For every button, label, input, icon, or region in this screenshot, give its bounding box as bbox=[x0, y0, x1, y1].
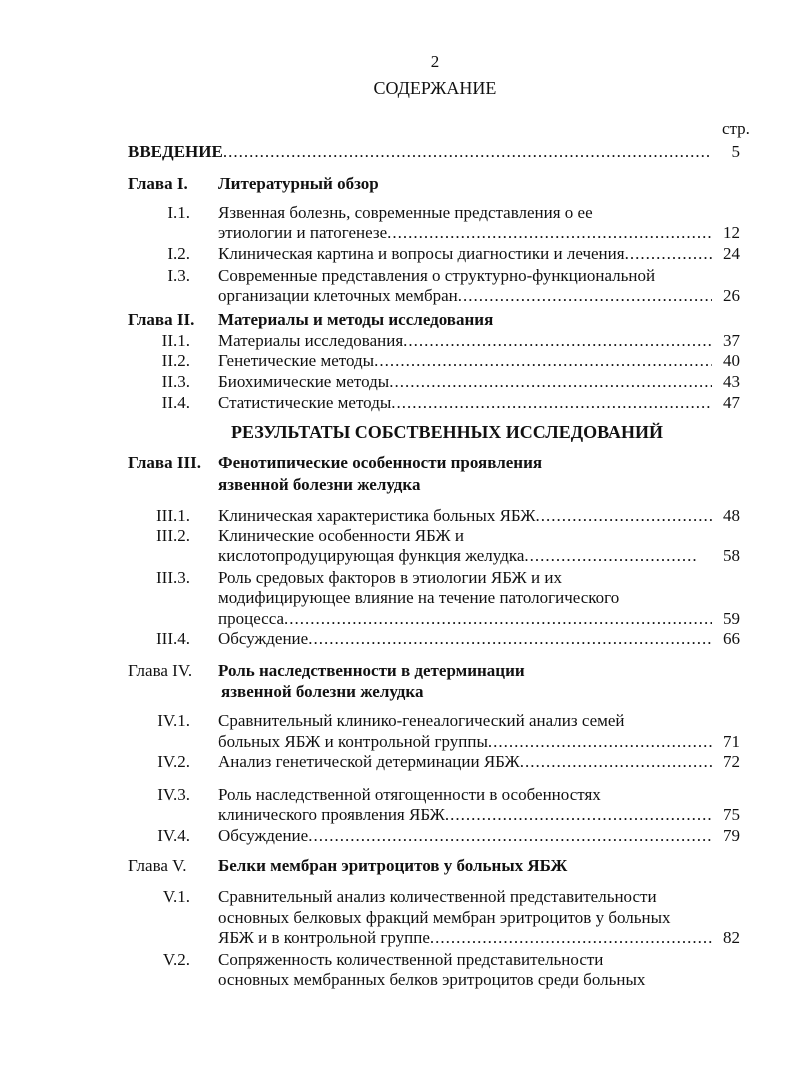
chapter-title: язвенной болезни желудка bbox=[221, 682, 424, 701]
section-number: V.2. bbox=[162, 950, 190, 969]
section-title: основных белковых фракций мембран эритроцитов у больных bbox=[218, 908, 671, 927]
section-title: основных мембранных белков эритроцитов среди больных bbox=[218, 970, 646, 989]
section-number: II.2. bbox=[161, 351, 190, 370]
section-page: 48 bbox=[723, 506, 740, 525]
section-title: Статистические методы ..... bbox=[218, 393, 712, 413]
section-page: 43 bbox=[723, 372, 740, 391]
chapter-number: Глава II. bbox=[128, 310, 195, 329]
section-page: 82 bbox=[723, 928, 740, 947]
section-title: Клиническая характеристика больных ЯБЖ ..... bbox=[218, 506, 712, 526]
toc-entry-intro bbox=[128, 142, 712, 162]
section-number: IV.1. bbox=[157, 711, 190, 730]
chapter-title: язвенной болезни желудка bbox=[218, 475, 421, 494]
section-title: модифицирующее влияние на течение патологического bbox=[218, 588, 620, 607]
section-page: 47 bbox=[723, 393, 740, 412]
section-page: 12 bbox=[723, 223, 740, 242]
section-page: 66 bbox=[723, 629, 740, 648]
section-title: Генетические методы ..... bbox=[218, 351, 712, 371]
section-page: 75 bbox=[723, 805, 740, 824]
section-title: Биохимические методы ..... bbox=[218, 372, 712, 392]
section-page: 72 bbox=[723, 752, 740, 771]
section-number: IV.4. bbox=[157, 826, 190, 845]
section-page: 26 bbox=[723, 286, 740, 305]
section-title: клинического проявления ЯБЖ ..... bbox=[218, 805, 712, 825]
chapter-title: Роль наследственности в детерминации bbox=[218, 661, 525, 680]
section-title: Анализ генетической детерминации ЯБЖ ..... bbox=[218, 752, 712, 772]
entry-page: 5 bbox=[731, 142, 740, 161]
page-column-label: стр. bbox=[722, 119, 750, 138]
chapter-number: Глава III. bbox=[128, 453, 201, 472]
chapter-number: Глава V. bbox=[128, 856, 187, 875]
dot-leader bbox=[223, 142, 712, 162]
section-title: больных ЯБЖ и контрольной группы ..... bbox=[218, 732, 712, 752]
section-number: III.2. bbox=[156, 526, 190, 545]
page-number: 2 bbox=[430, 52, 440, 71]
section-title: Современные представления о структурно-функциональной bbox=[218, 266, 656, 285]
section-page: 79 bbox=[723, 826, 740, 845]
section-number: III.1. bbox=[156, 506, 190, 525]
section-page: 59 bbox=[723, 609, 740, 628]
section-title: организации клеточных мембран ..... bbox=[218, 286, 712, 306]
section-number: I.1. bbox=[167, 203, 190, 222]
results-heading: РЕЗУЛЬТАТЫ СОБСТВЕННЫХ ИССЛЕДОВАНИЙ bbox=[231, 422, 663, 442]
chapter-title: Фенотипические особенности проявления bbox=[218, 453, 543, 472]
chapter-title: Материалы и методы исследования bbox=[218, 310, 494, 329]
section-title: Клинические особенности ЯБЖ и bbox=[218, 526, 464, 545]
section-number: II.3. bbox=[161, 372, 190, 391]
section-page: 71 bbox=[723, 732, 740, 751]
section-page: 58 bbox=[723, 546, 740, 565]
toc-title: СОДЕРЖАНИЕ bbox=[373, 78, 497, 98]
chapter-title: Литературный обзор bbox=[218, 174, 379, 193]
section-title: ЯБЖ и в контрольной группе ..... bbox=[218, 928, 712, 948]
chapter-number: Глава I. bbox=[128, 174, 188, 193]
section-title: Сравнительный клинико-генеалогический анализ семей bbox=[218, 711, 625, 730]
section-title: Роль средовых факторов в этиологии ЯБЖ и их bbox=[218, 568, 562, 587]
section-number: V.1. bbox=[162, 887, 190, 906]
section-title: процесса ..... bbox=[218, 609, 712, 629]
section-title: этиологии и патогенезе ..... bbox=[218, 223, 712, 243]
entry-label: ВВЕДЕНИЕ bbox=[128, 142, 223, 161]
section-number: III.3. bbox=[156, 568, 190, 587]
section-number: IV.3. bbox=[157, 785, 190, 804]
section-title: Язвенная болезнь, современные представления о ее bbox=[218, 203, 593, 222]
section-number: II.1. bbox=[161, 331, 190, 350]
section-number: IV.2. bbox=[157, 752, 190, 771]
section-number: I.2. bbox=[167, 244, 190, 263]
section-title: Сравнительный анализ количественной представительности bbox=[218, 887, 657, 906]
section-number: III.4. bbox=[156, 629, 190, 648]
section-title: Обсуждение ..... bbox=[218, 826, 712, 846]
chapter-title: Белки мембран эритроцитов у больных ЯБЖ bbox=[218, 856, 568, 875]
section-page: 40 bbox=[723, 351, 740, 370]
section-page: 37 bbox=[723, 331, 740, 350]
section-title: Материалы исследования ..... bbox=[218, 331, 712, 351]
section-title: Роль наследственной отягощенности в особенностях bbox=[218, 785, 601, 804]
section-title: Клиническая картина и вопросы диагностики и лечения ..... bbox=[218, 244, 712, 264]
section-number: II.4. bbox=[161, 393, 190, 412]
section-number: I.3. bbox=[167, 266, 190, 285]
section-title: Обсуждение ..... bbox=[218, 629, 712, 649]
section-title: кислотопродуцирующая функция желудка ..... bbox=[218, 546, 698, 566]
chapter-number: Глава IV. bbox=[128, 661, 193, 680]
section-page: 24 bbox=[723, 244, 740, 263]
section-title: Сопряженность количественной представительности bbox=[218, 950, 604, 969]
